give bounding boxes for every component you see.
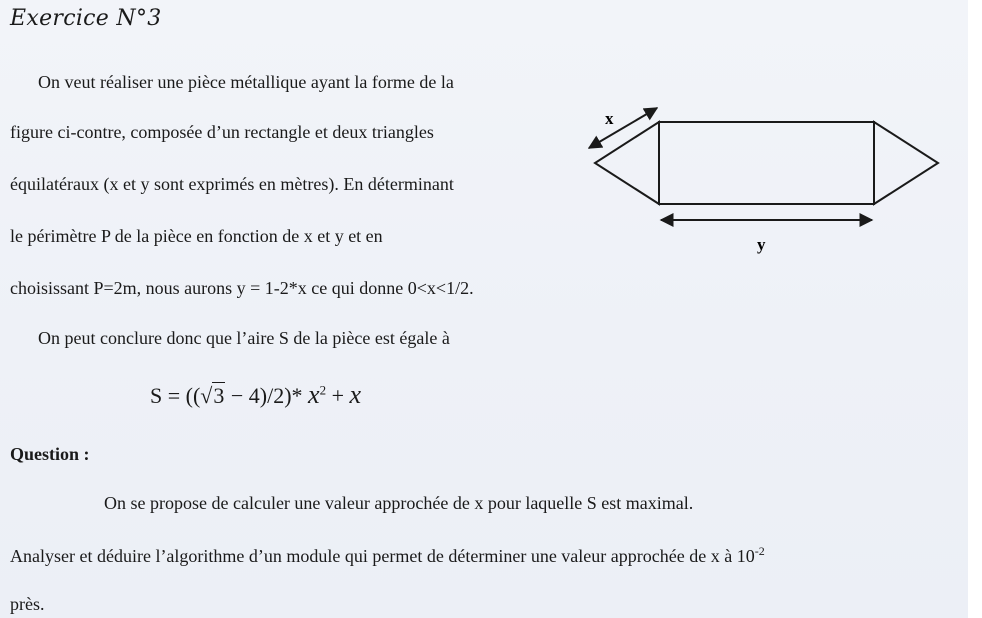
sqrt-argument: 3 [213, 383, 225, 408]
area-formula [150, 380, 361, 410]
x-dimension-arrow [589, 108, 657, 148]
formula-var-x: x [308, 380, 320, 409]
exercise-title: Exercice N°3 [10, 6, 162, 31]
x-label: x [605, 109, 614, 128]
formula-prefix: S = (( [150, 383, 201, 408]
paragraph-line-2: figure ci-contre, composée d’un rectangle et deux triangles [10, 122, 434, 142]
formula-plus: + [326, 383, 350, 408]
question-line-2-text: Analyser et déduire l’algorithme d’un module qui permet de déterminer une valeur approchée de x à 10 [10, 546, 755, 566]
right-triangle-shape [874, 122, 938, 204]
formula-exponent: 2 [319, 382, 327, 398]
shape-figure [575, 100, 955, 260]
paragraph-line-3: équilatéraux (x et y sont exprimés en mètres). En déterminant [10, 174, 454, 194]
paragraph-line-1: On veut réaliser une pièce métallique ayant la forme de la [38, 72, 454, 92]
paragraph-line-4: le périmètre P de la pièce en fonction de x et y et en [10, 226, 383, 246]
formula-var-x2: x [349, 380, 362, 409]
sqrt-symbol: √ [200, 383, 213, 408]
question-exponent: -2 [754, 544, 765, 558]
paragraph-line-5: choisissant P=2m, nous aurons y = 1-2*x ce qui donne 0<x<1/2. [10, 278, 474, 298]
question-heading: Question : [10, 444, 90, 464]
question-line-2 [10, 544, 765, 567]
rectangle-shape [659, 122, 874, 204]
left-triangle-shape [595, 122, 659, 204]
formula-middle: − 4)/2)* [225, 383, 309, 408]
y-label: y [757, 235, 766, 254]
question-line-1: On se propose de calculer une valeur approchée de x pour laquelle S est maximal. [104, 493, 694, 513]
conclusion-line: On peut conclure donc que l’aire S de la pièce est égale à [38, 328, 450, 348]
question-line-3: près. [10, 594, 45, 614]
